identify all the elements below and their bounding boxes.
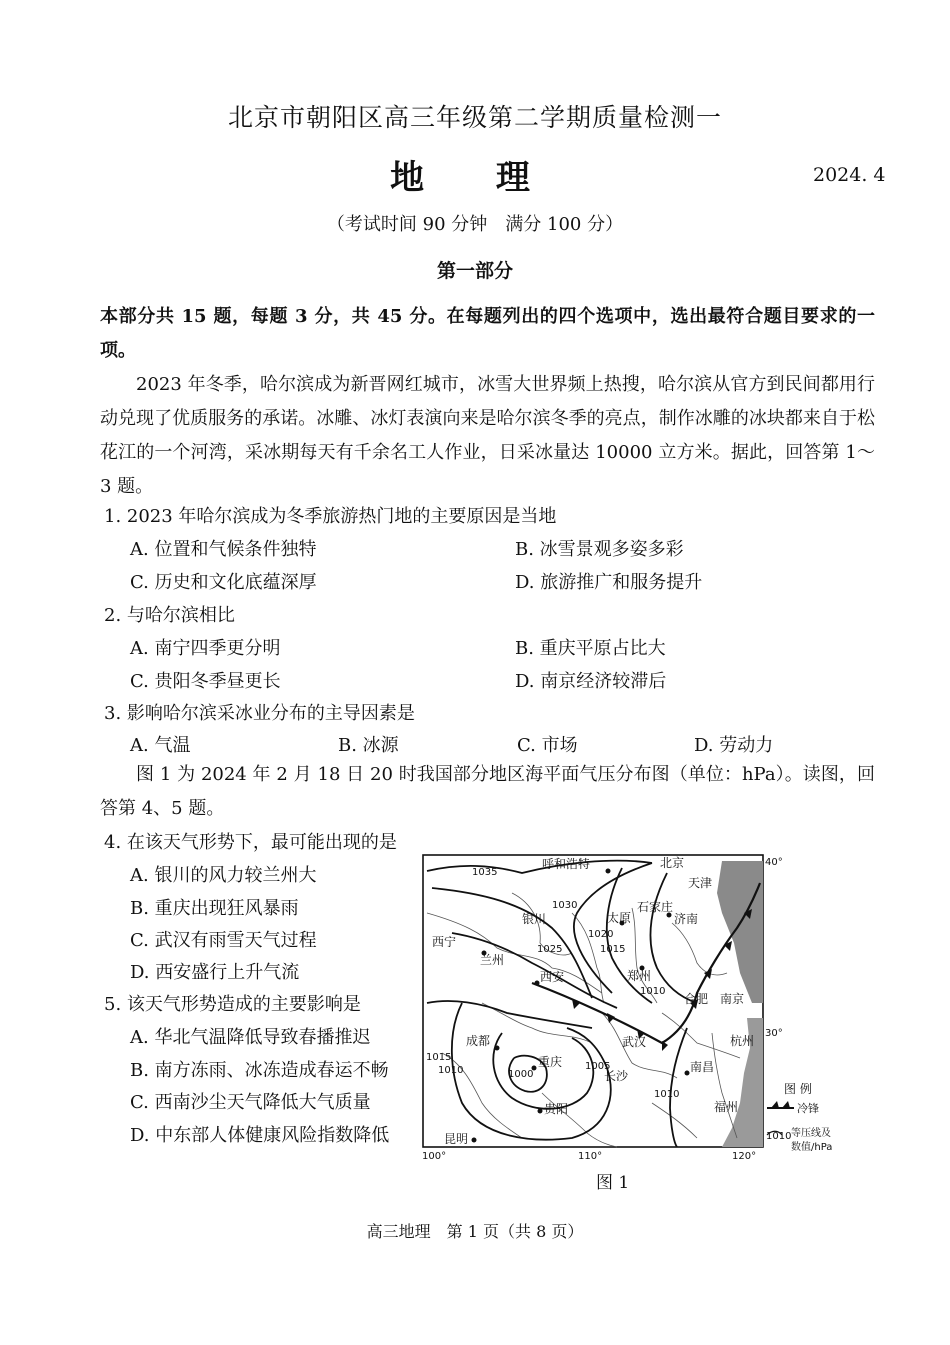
- question-1-option-b[interactable]: B. 冰雪景观多姿多彩: [515, 539, 684, 560]
- page-footer: 高三地理 第 1 页（共 8 页）: [366, 1222, 584, 1241]
- map-legend: [766, 1081, 832, 1153]
- passage-1: 2023 年冬季，哈尔滨成为新晋网红城市，冰雪大世界频上热搜，哈尔滨从官方到民间都用行动兑现了优质服务的承诺。冰雕、冰灯表演向来是哈尔滨冬季的亮点，制作冰雕的冰块都来自于松花江的一个河湾，采冰期每天有千余名工人作业，日采冰量达 10000 立方米。据此，回答第 1～3 题。: [100, 374, 875, 497]
- isobar-label: 1015: [426, 1052, 452, 1063]
- exam-info: （考试时间 90 分钟 满分 100 分）: [326, 214, 624, 235]
- question-4-option-d[interactable]: D. 西安盛行上升气流: [130, 962, 300, 983]
- isobar-1010-east: [670, 1028, 687, 1147]
- question-1-option-c[interactable]: C. 历史和文化底蕴深厚: [130, 572, 317, 593]
- question-4-option-a[interactable]: A. 银川的风力较兰州大: [130, 865, 317, 886]
- question-2-option-c[interactable]: C. 贵阳冬季昼更长: [130, 671, 281, 692]
- question-2-option-a[interactable]: A. 南宁四季更分明: [130, 638, 281, 659]
- province-borders: [427, 893, 740, 1147]
- question-2-option-b[interactable]: B. 重庆平原占比大: [515, 638, 666, 659]
- isobar-1015-north: [650, 873, 697, 1003]
- question-5-option-d[interactable]: D. 中东部人体健康风险指数降低: [130, 1125, 390, 1146]
- isobar-1035: [427, 861, 652, 873]
- city-label-shijiazhuang: 石家庄: [637, 900, 674, 914]
- question-1-option-d[interactable]: D. 旅游推广和服务提升: [515, 572, 703, 593]
- city-label-hohhot: 呼和浩特: [542, 857, 591, 871]
- lon-label: 100°: [422, 1151, 447, 1162]
- isobar-label: 1035: [472, 867, 498, 878]
- question-4-stem: 4. 在该天气形势下，最可能出现的是: [104, 832, 397, 853]
- city-label-wuhan: 武汉: [622, 1035, 647, 1049]
- lon-label: 120°: [732, 1151, 757, 1162]
- exam-title: 北京市朝阳区高三年级第二学期质量检测一: [227, 103, 722, 132]
- question-1-stem: 1. 2023 年哈尔滨成为冬季旅游热门地的主要原因是当地: [104, 506, 557, 527]
- isobar-label: 1025: [537, 944, 563, 955]
- section-instructions: 本部分共 15 题，每题 3 分，共 45 分。在每题列出的四个选项中，选出最符合题目要求的一项。: [100, 306, 875, 361]
- city-marker: [606, 869, 611, 874]
- question-3-option-b[interactable]: B. 冰源: [338, 735, 399, 756]
- legend-isobar-desc-1: 等压线及: [791, 1128, 831, 1139]
- question-4-option-b[interactable]: B. 重庆出现狂风暴雨: [130, 898, 299, 919]
- city-labels: [432, 855, 754, 1146]
- part-heading: 第一部分: [436, 260, 513, 282]
- lat-label: 30°: [765, 1028, 783, 1039]
- question-4-option-c[interactable]: C. 武汉有雨雪天气过程: [130, 930, 317, 951]
- isobar-label: 1010: [438, 1065, 464, 1076]
- question-3-option-a[interactable]: A. 气温: [130, 735, 191, 756]
- city-label-chongqing: 重庆: [538, 1055, 563, 1069]
- city-label-yinchuan: 银川: [522, 912, 547, 926]
- lat-label: 40°: [765, 857, 783, 868]
- city-label-beijing: 北京: [660, 856, 685, 870]
- city-label-guiyang: 贵阳: [544, 1102, 569, 1116]
- question-3-option-d[interactable]: D. 劳动力: [694, 735, 774, 756]
- pressure-map-figure: [422, 853, 833, 1163]
- city-label-nanchang: 南昌: [690, 1060, 715, 1074]
- question-5-option-c[interactable]: C. 西南沙尘天气降低大气质量: [130, 1092, 371, 1113]
- city-label-hangzhou: 杭州: [730, 1034, 755, 1048]
- question-5-option-a[interactable]: A. 华北气温降低导致春播推迟: [130, 1027, 371, 1048]
- city-label-xian: 西安: [540, 970, 565, 984]
- question-3-stem: 3. 影响哈尔滨采冰业分布的主导因素是: [104, 703, 415, 724]
- isobar-label: 1015: [600, 944, 626, 955]
- city-label-zhengzhou: 郑州: [627, 969, 652, 983]
- city-label-chengdu: 成都: [466, 1034, 491, 1048]
- question-1-option-a[interactable]: A. 位置和气候条件独特: [130, 539, 317, 560]
- city-label-jinan: 济南: [674, 912, 699, 926]
- question-5-stem: 5. 该天气形势造成的主要影响是: [104, 994, 361, 1015]
- question-2-option-d[interactable]: D. 南京经济较滞后: [515, 671, 667, 692]
- city-label-kunming: 昆明: [444, 1132, 469, 1146]
- sea-area-north: [717, 861, 763, 1003]
- question-5-option-b[interactable]: B. 南方冻雨、冰冻造成春运不畅: [130, 1060, 389, 1081]
- city-label-tianjin: 天津: [688, 876, 713, 890]
- isobar-label: 1010: [640, 986, 666, 997]
- legend-isobar-value: 1010: [766, 1131, 792, 1142]
- city-label-changsha: 长沙: [604, 1069, 629, 1083]
- isobar-label: 1020: [588, 929, 614, 940]
- city-label-taiyuan: 太原: [607, 911, 632, 925]
- map-frame: [423, 855, 763, 1147]
- city-label-hefei: 合肥: [684, 992, 709, 1006]
- question-2-stem: 2. 与哈尔滨相比: [104, 605, 235, 626]
- isobar-label: 1030: [552, 900, 578, 911]
- legend-cold-front: 冷锋: [797, 1102, 819, 1115]
- exam-date: 2024. 4: [813, 164, 886, 186]
- isobar-label: 1000: [508, 1069, 534, 1080]
- legend-title: 图 例: [784, 1082, 812, 1096]
- question-3-option-c[interactable]: C. 市场: [517, 735, 578, 756]
- subject-title: 地 理: [390, 158, 560, 198]
- city-label-xining: 西宁: [432, 935, 457, 949]
- isobar-label: 1005: [585, 1061, 611, 1072]
- city-label-fuzhou: 福州: [714, 1100, 739, 1114]
- isobar-1015-west: [427, 1001, 592, 1028]
- passage-2: 图 1 为 2024 年 2 月 18 日 20 时我国部分地区海平面气压分布图（单位：hPa）。读图，回答第 4、5 题。: [100, 764, 875, 819]
- isobar-label: 1010: [654, 1089, 680, 1100]
- legend-isobar-desc-2: 数值/hPa: [791, 1142, 833, 1153]
- figure-caption: 图 1: [596, 1173, 630, 1193]
- city-label-nanjing: 南京: [720, 992, 745, 1006]
- lon-label: 110°: [578, 1151, 603, 1162]
- city-label-lanzhou: 兰州: [480, 953, 505, 967]
